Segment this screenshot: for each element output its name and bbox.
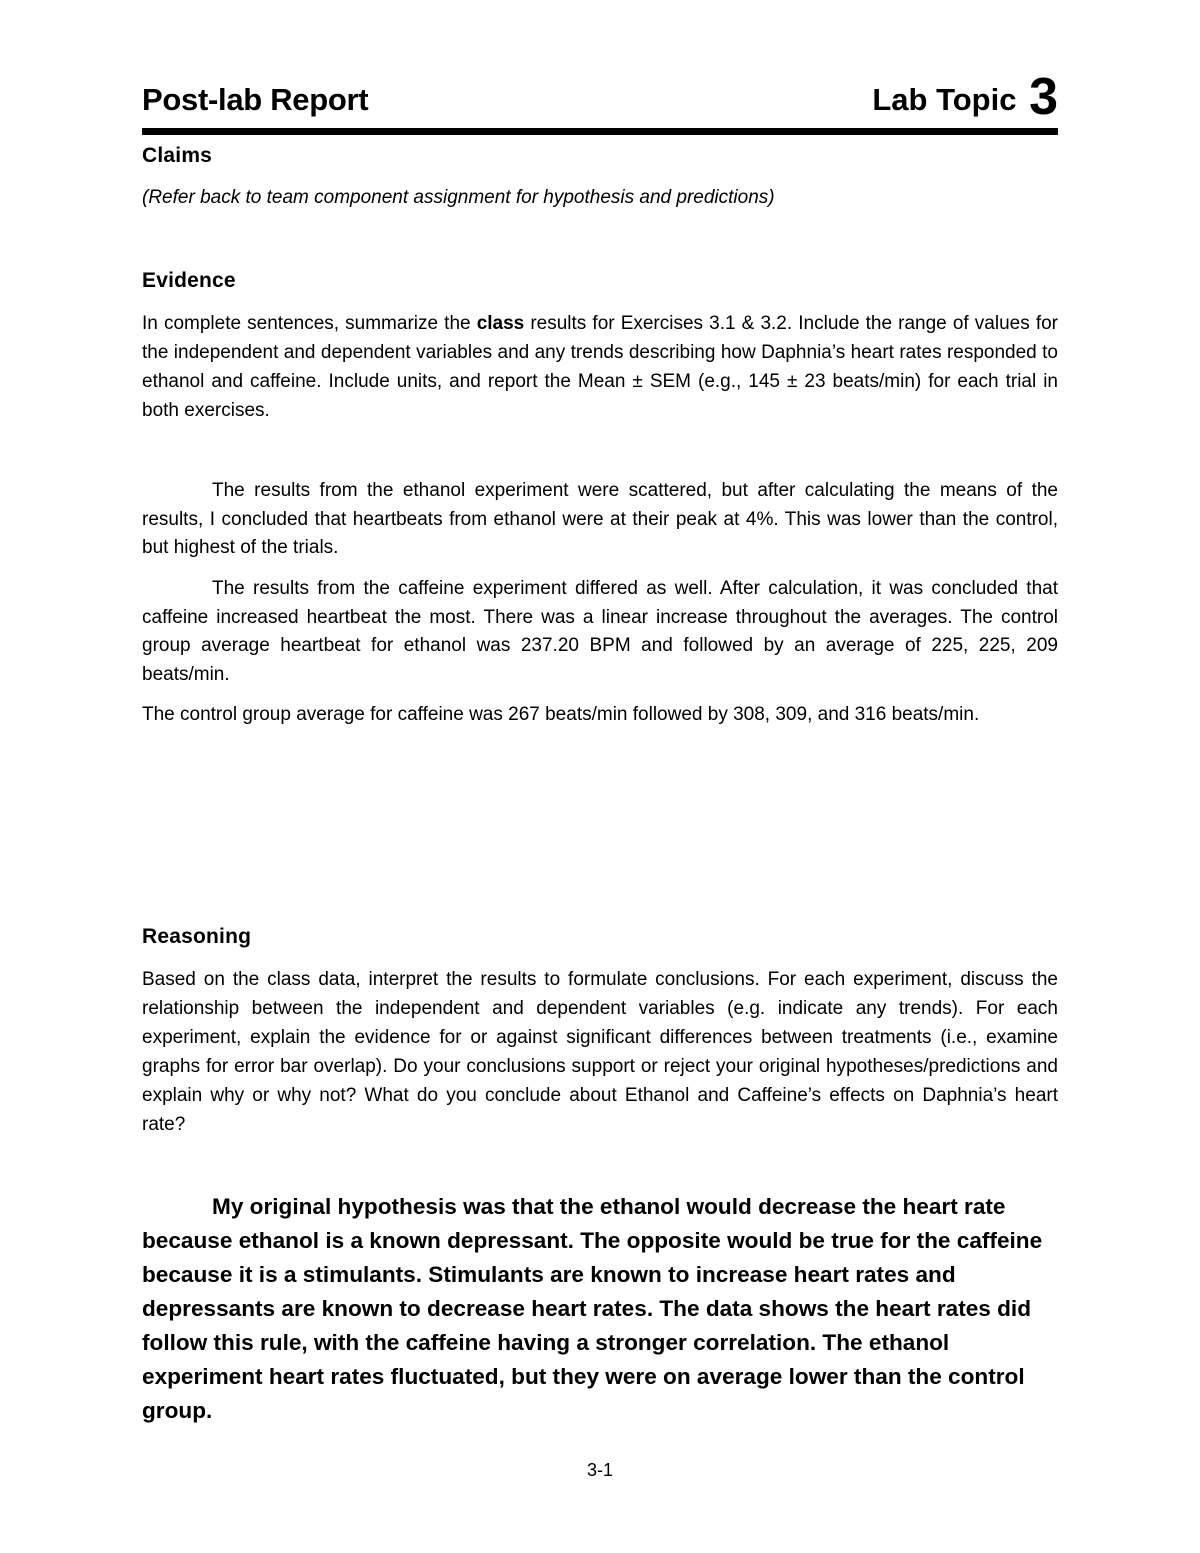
evidence-prompt-bold: class	[476, 313, 525, 334]
report-title: Post-lab Report	[142, 82, 369, 117]
evidence-answer-ethanol: The results from the ethanol experiment were scattered, but after calculating the means of the results, I concluded that heartbeats from ethanol were at their peak at 4%. This was lower than the control, but highest of the trials.	[142, 480, 1058, 558]
lab-topic-number: 3	[1029, 68, 1058, 126]
claims-heading: Claims	[142, 144, 213, 167]
lab-topic-label	[872, 68, 1058, 126]
header-rule	[142, 128, 1058, 135]
reasoning-prompt: Based on the class data, interpret the results to formulate conclusions. For each experiment, discuss the relationship between the independent and dependent variables (e.g. indicate any trends). For each experiment, explain the evidence for or against significant differences between treatments (i.e., examine graphs for error bar overlap). Do your conclusions support or reject your original hypotheses/predictions and explain why or why not? What do you conclude about Ethanol and Caffeine’s effects on Daphnia’s heart rate?	[142, 969, 1058, 1135]
evidence-heading: Evidence	[142, 269, 236, 292]
evidence-prompt-start: In complete sentences, summarize the	[142, 313, 477, 334]
document-page	[142, 0, 1058, 1553]
evidence-prompt-end: results for Exercises 3.1 & 3.2. Include the range of values for the independent and dependent variables and any trends describing how Daphnia’s heart rates responded to ethanol and caffeine. Include units, and report the Mean ± SEM (e.g., 145 ± 23 beats/min) for each trial in both exercises.	[142, 313, 1058, 421]
reasoning-answer: My original hypothesis was that the ethanol would decrease the heart rate because ethanol is a known depressant. The opposite would be true for the caffeine because it is a stimulants. Stimulants are known to increase heart rates and depressants are known to decrease heart rates. The data shows the heart rates did follow this rule, with the caffeine having a stronger correlation. The ethanol experiment heart rates fluctuated, but they were on average lower than the control group.	[142, 1194, 1043, 1423]
evidence-answer-caffeine: The results from the caffeine experiment differed as well. After calculation, it was concluded that caffeine increased heartbeat the most. There was a linear increase throughout the averages. The control group average heartbeat for ethanol was 237.20 BPM and followed by an average of 225, 225, 209 beats/min.	[142, 578, 1058, 685]
claims-instruction: (Refer back to team component assignment for hypothesis and predictions)	[142, 187, 775, 208]
page-number: 3-1	[586, 1460, 613, 1480]
evidence-answer-caffeine-control: The control group average for caffeine was 267 beats/min followed by 308, 309, and 316 beats/min.	[142, 704, 980, 725]
lab-topic-text: Lab Topic	[872, 82, 1017, 117]
evidence-prompt	[142, 309, 1058, 425]
reasoning-heading: Reasoning	[142, 925, 252, 948]
page-header	[142, 68, 1058, 132]
